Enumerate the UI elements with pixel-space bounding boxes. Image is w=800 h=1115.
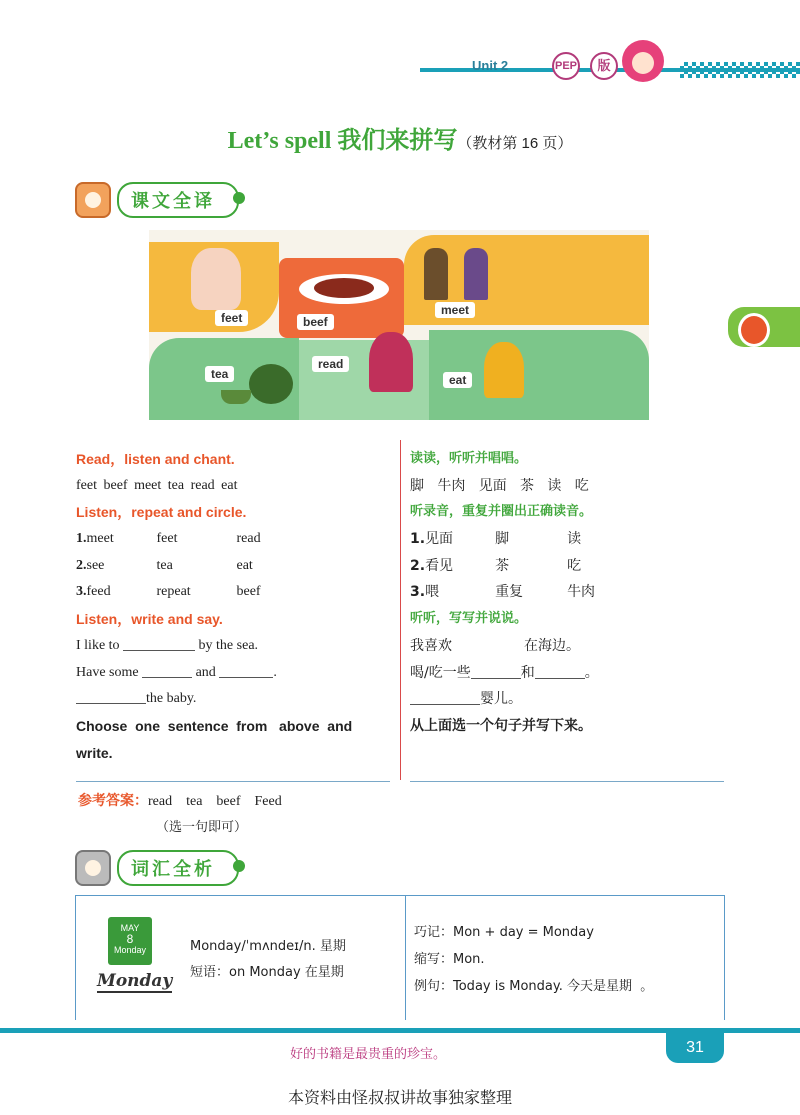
vocab-phrase: 短语：on Monday 在星期: [190, 965, 344, 980]
calendar-month: MAY: [120, 923, 140, 933]
sentence-text: 和: [520, 664, 535, 681]
word-read: read: [312, 356, 349, 372]
credit-line: 本资料由怪叔叔讲故事独家整理: [287, 1088, 512, 1107]
mascot-icon: [75, 850, 111, 886]
teacup-picture: [221, 390, 251, 404]
sentence-3: [76, 686, 392, 713]
answer-label: 参考答案：: [78, 793, 148, 809]
sentence-2: [76, 660, 392, 687]
answer-note: （选一句即可）: [156, 820, 248, 835]
man-right-picture: [464, 248, 488, 300]
sentence-text: and: [195, 664, 216, 680]
feet-picture: [191, 248, 241, 310]
option-b: 茶: [495, 557, 510, 574]
row-number: 1.: [410, 531, 426, 548]
heading-listen-write-cn: 听听，写写并说说。: [410, 611, 528, 627]
sentence-1-cn: [410, 633, 725, 660]
word-feet: feet: [215, 310, 248, 326]
page-number: 31: [666, 1033, 724, 1063]
option-b: 脚: [495, 531, 510, 548]
word-beef: beef: [297, 314, 334, 330]
answer-text: read tea beef Feed: [148, 794, 282, 809]
circle-row-3-cn: [410, 579, 725, 606]
mascot-girl-icon: [622, 40, 664, 82]
blank: [535, 665, 585, 679]
option-c: 吃: [567, 557, 582, 574]
option-a: 看见: [425, 557, 454, 574]
word-eat: eat: [443, 372, 472, 388]
sentence-text: Have some: [76, 664, 139, 680]
girl-reading-picture: [369, 332, 413, 392]
pep-badge: PEP: [552, 52, 580, 80]
sentence-text: 在海边。: [524, 637, 580, 654]
row-number: 2.: [76, 557, 87, 573]
blank: [410, 691, 480, 705]
option-a: meet: [86, 531, 114, 547]
option-b: tea: [156, 557, 173, 573]
sentence-text: 婴儿。: [480, 691, 522, 708]
sentence-text: .: [273, 664, 277, 680]
calendar-day: Monday: [113, 945, 147, 955]
circle-row-2-cn: [410, 553, 725, 580]
title-main: Let’s spell 我们来拼写: [227, 128, 458, 154]
calendar-icon: [108, 917, 152, 965]
chinese-column: [410, 446, 725, 740]
sentence-text: 。: [584, 664, 599, 681]
english-column: [76, 446, 392, 766]
vocab-tip: 巧记：Mon + day = Monday: [414, 925, 594, 940]
heading-listen-write: Listen，write and say.: [76, 611, 223, 628]
heading-listen-repeat-cn: 听录音，重复并圈出正确读音。: [410, 504, 593, 520]
title-page-ref: （教材第 16 页）: [457, 135, 573, 152]
sentence-text: I like to: [76, 637, 120, 653]
choose-instruction-cn: 从上面选一个句子并写下来。: [410, 717, 592, 734]
word-meet: meet: [435, 302, 475, 318]
blank: [471, 665, 521, 679]
section-vocab: [75, 850, 239, 886]
unit-label: Unit 2: [472, 58, 509, 73]
option-a: feed: [86, 584, 111, 600]
vocab-abbr: 缩写：Mon.: [414, 952, 485, 967]
choose-instruction-cont: write.: [76, 744, 113, 761]
writing-line-right: [410, 781, 724, 782]
heading-read-listen: Read，listen and chant.: [76, 451, 235, 467]
calendar-date: 8: [126, 932, 134, 946]
footer-motto: 好的书籍是最贵重的珍宝。: [290, 1047, 447, 1062]
blank: [219, 664, 273, 678]
circle-row-2: [76, 553, 392, 580]
blank: [142, 664, 192, 678]
sentence-text: 我喜欢: [410, 637, 452, 654]
sentence-text: by the sea.: [198, 637, 259, 653]
row-number: 3.: [76, 584, 87, 600]
option-a: 见面: [425, 531, 454, 548]
edition-badge: 版: [590, 52, 618, 80]
row-number: 2.: [410, 557, 426, 574]
beef-picture: [314, 278, 374, 298]
option-b: 重复: [495, 584, 524, 601]
circle-row-1: [76, 526, 392, 553]
word-tea: tea: [205, 366, 234, 382]
monday-script-text: Monday: [97, 971, 173, 991]
teapot-picture: [249, 364, 293, 404]
lesson-illustration: [149, 230, 649, 420]
column-divider: [400, 440, 401, 780]
chant-words: feet beef meet tea read eat: [76, 477, 238, 493]
option-c: 牛肉: [567, 584, 596, 601]
option-b: feet: [156, 531, 178, 547]
chant-words-cn: 脚 牛肉 见面 茶 读 吃: [410, 477, 589, 494]
choose-instruction: Choose one sentence from above and: [76, 717, 353, 734]
circle-row-1-cn: [410, 526, 725, 553]
side-tab-mascot-icon: [728, 307, 800, 347]
row-number: 3.: [410, 584, 426, 601]
page-title: [0, 120, 800, 155]
sentence-2-cn: [410, 660, 725, 687]
heading-listen-repeat: Listen，repeat and circle.: [76, 504, 247, 521]
sentence-3-cn: [410, 686, 725, 713]
sentence-text: the baby.: [146, 691, 197, 707]
header-checker-pattern: [680, 62, 800, 78]
reference-answer: [78, 790, 282, 835]
heading-read-listen-cn: 读读，听听并唱唱。: [410, 451, 528, 466]
writing-line-left: [76, 781, 390, 782]
blank: [123, 637, 195, 651]
section-vocab-label: 词汇全析: [117, 850, 239, 886]
option-c: beef: [236, 584, 261, 600]
blank: [452, 638, 524, 652]
vocab-entry: Monday/ˈmʌndeɪ/n. 星期: [190, 939, 346, 954]
section-translation: [75, 182, 239, 218]
man-left-picture: [424, 248, 448, 300]
sentence-1: [76, 633, 392, 660]
circle-row-3: [76, 579, 392, 606]
option-a: see: [86, 557, 105, 573]
vocab-example: 例句：Today is Monday. 今天是星期 。: [414, 979, 654, 994]
boy-eating-picture: [484, 342, 524, 398]
sentence-text: 喝/吃一些: [410, 664, 471, 681]
option-a: 喂: [425, 584, 440, 601]
vocab-box-divider: [405, 895, 406, 1020]
option-c: 读: [567, 531, 582, 548]
section-translation-label: 课文全译: [117, 182, 239, 218]
blank: [76, 690, 146, 704]
option-c: eat: [236, 557, 253, 573]
option-c: read: [236, 531, 261, 547]
mascot-icon: [75, 182, 111, 218]
row-number: 1.: [76, 531, 87, 547]
vocab-box: [75, 895, 725, 1020]
option-b: repeat: [156, 584, 191, 600]
